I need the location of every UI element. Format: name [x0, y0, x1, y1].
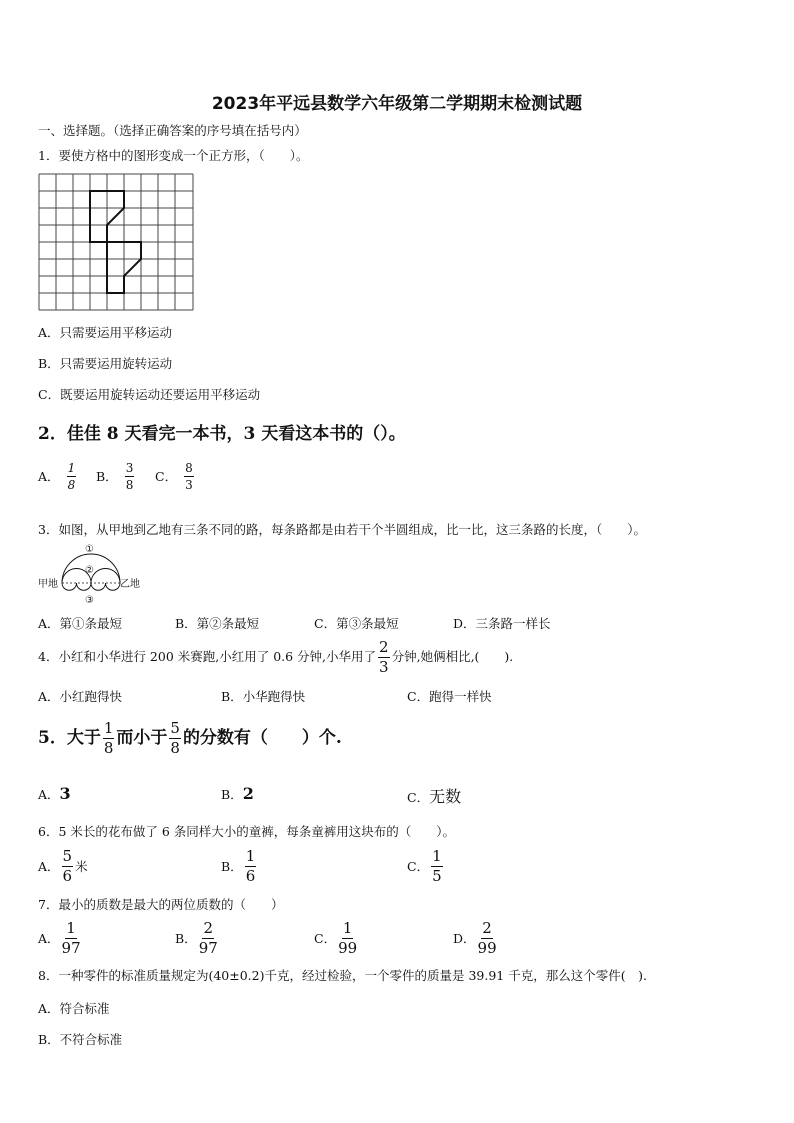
- denominator: 6: [245, 867, 256, 885]
- fraction: [103, 721, 115, 756]
- path-1-marker: ①: [85, 544, 94, 555]
- question-2-option-a[interactable]: [38, 462, 78, 491]
- numerator: 3: [125, 461, 134, 475]
- question-4-option-b[interactable]: B．小华跑得快: [221, 689, 306, 704]
- fraction: [62, 921, 81, 956]
- numerator: 1: [66, 919, 76, 937]
- question-7-option-d[interactable]: [453, 921, 499, 956]
- denominator: 8: [67, 478, 76, 492]
- option-label: C．: [407, 859, 430, 874]
- question-7-option-c[interactable]: [314, 921, 359, 956]
- question-1-option-a[interactable]: A．只需要运用平移运动: [38, 325, 173, 340]
- question-4-text-b: 分钟,她俩相比,( ).: [391, 649, 514, 664]
- question-8-option-b[interactable]: B．不符合标准: [38, 1032, 123, 1047]
- fraction: [62, 849, 74, 884]
- option-label: B．: [221, 787, 243, 802]
- question-4-option-a[interactable]: A．小红跑得快: [38, 689, 123, 704]
- question-6-option-b[interactable]: [221, 849, 258, 884]
- fraction: [67, 462, 77, 491]
- question-7-option-a[interactable]: [38, 921, 83, 956]
- unit: 米: [75, 859, 88, 874]
- question-6-option-c[interactable]: [407, 849, 445, 884]
- question-5-option-b[interactable]: [221, 784, 254, 803]
- question-8-option-a[interactable]: A．符合标准: [38, 1001, 110, 1016]
- numerator: 1: [342, 919, 353, 937]
- fraction: [199, 921, 218, 956]
- question-4-stem: [38, 640, 513, 675]
- end-label: 乙地: [120, 579, 140, 590]
- denominator: 3: [185, 478, 193, 492]
- fraction: [338, 921, 357, 956]
- fraction: [125, 462, 135, 491]
- option-label: C．: [314, 931, 337, 946]
- fraction: [431, 849, 443, 884]
- question-3-option-a[interactable]: A．第①条最短: [38, 616, 123, 631]
- fraction: [478, 921, 497, 956]
- fraction: [169, 721, 181, 756]
- question-3-option-c[interactable]: C．第③条最短: [314, 616, 399, 631]
- numerator: 5: [62, 847, 73, 865]
- question-5-stem: [38, 721, 342, 756]
- fraction: [184, 462, 194, 491]
- numerator: 1: [245, 847, 256, 865]
- question-6-stem: 6．5 米长的花布做了 6 条同样大小的童裤，每条童裤用这块布的（ ）。: [38, 824, 456, 839]
- denominator: 8: [125, 478, 134, 492]
- section-heading: 一、选择题。（选择正确答案的序号填在括号内）: [38, 123, 307, 138]
- option-value: 3: [59, 784, 71, 803]
- option-label: C．: [407, 790, 430, 805]
- denominator: 5: [432, 867, 442, 885]
- denominator: 97: [198, 939, 218, 957]
- start-label: 甲地: [38, 579, 58, 590]
- option-label: A．: [38, 931, 60, 946]
- question-4-text-a: 4．小红和小华进行 200 米赛跑,小红用了 0.6 分钟,小华用了: [38, 649, 377, 664]
- denominator: 99: [338, 939, 358, 957]
- question-5-pre: 5．大于: [38, 728, 101, 748]
- path-3-arcs: [62, 583, 120, 590]
- question-5-option-c[interactable]: [407, 784, 461, 807]
- option-label: D．: [453, 931, 476, 946]
- question-2-option-c[interactable]: [155, 462, 196, 491]
- path-3-marker: ③: [85, 595, 94, 606]
- question-2-stem: 2．佳佳 8 天看完一本书，3 天看这本书的（）。: [38, 424, 406, 444]
- numerator: 2: [482, 919, 492, 937]
- question-3-option-b[interactable]: B．第②条最短: [175, 616, 260, 631]
- denominator: 8: [103, 739, 114, 757]
- numerator: 8: [185, 461, 193, 475]
- numerator: 5: [170, 719, 180, 737]
- question-7-stem: 7．最小的质数是最大的两位质数的（ ）: [38, 897, 284, 912]
- semicircle-paths-figure: [36, 542, 152, 606]
- question-4-option-c[interactable]: C．跑得一样快: [407, 689, 492, 704]
- question-1-option-b[interactable]: B．只需要运用旋转运动: [38, 356, 173, 371]
- numerator: 1: [103, 719, 114, 737]
- question-5-option-a[interactable]: [38, 784, 71, 803]
- question-6-option-a[interactable]: [38, 849, 88, 884]
- option-label: A．: [38, 469, 60, 484]
- question-5-mid: 而小于: [116, 728, 168, 748]
- denominator: 97: [61, 939, 81, 957]
- numerator: 1: [432, 847, 442, 865]
- option-label: B．: [175, 931, 197, 946]
- option-value: 2: [242, 784, 254, 803]
- option-label: B．: [96, 469, 118, 484]
- denominator: 8: [170, 739, 180, 757]
- question-1-option-c[interactable]: C．既要运用旋转运动还要运用平移运动: [38, 387, 261, 402]
- option-label: B．: [221, 859, 243, 874]
- numerator: 1: [67, 461, 76, 475]
- denominator: 3: [379, 658, 389, 676]
- question-7-option-b[interactable]: [175, 921, 220, 956]
- fraction: [378, 640, 390, 675]
- denominator: 99: [477, 939, 497, 957]
- question-3-option-d[interactable]: D．三条路一样长: [453, 616, 551, 631]
- question-3-stem: 3．如图，从甲地到乙地有三条不同的路，每条路都是由若干个半圆组成，比一比，这三条路的长度，（ ）。: [38, 522, 646, 537]
- numerator: 2: [379, 638, 389, 656]
- question-8-stem: 8．一种零件的标准质量规定为(40±0.2)千克，经过检验，一个零件的质量是 39.91 千克，那么这个零件( ).: [38, 968, 647, 983]
- option-label: C．: [155, 469, 178, 484]
- question-5-post: 的分数有（ ）个.: [182, 728, 342, 748]
- option-label: A．: [38, 859, 60, 874]
- option-value: 无数: [429, 787, 462, 806]
- option-label: A．: [38, 787, 60, 802]
- numerator: 2: [203, 919, 213, 937]
- denominator: 6: [62, 867, 73, 885]
- path-2-marker: ②: [85, 565, 94, 576]
- question-2-option-b[interactable]: [96, 462, 136, 491]
- page-title: 2023年平远县数学六年级第二学期期末检测试题: [211, 94, 583, 114]
- fraction: [245, 849, 257, 884]
- grid-figure: [38, 173, 194, 311]
- question-1-stem: 1．要使方格中的图形变成一个正方形，（ ）。: [38, 148, 309, 163]
